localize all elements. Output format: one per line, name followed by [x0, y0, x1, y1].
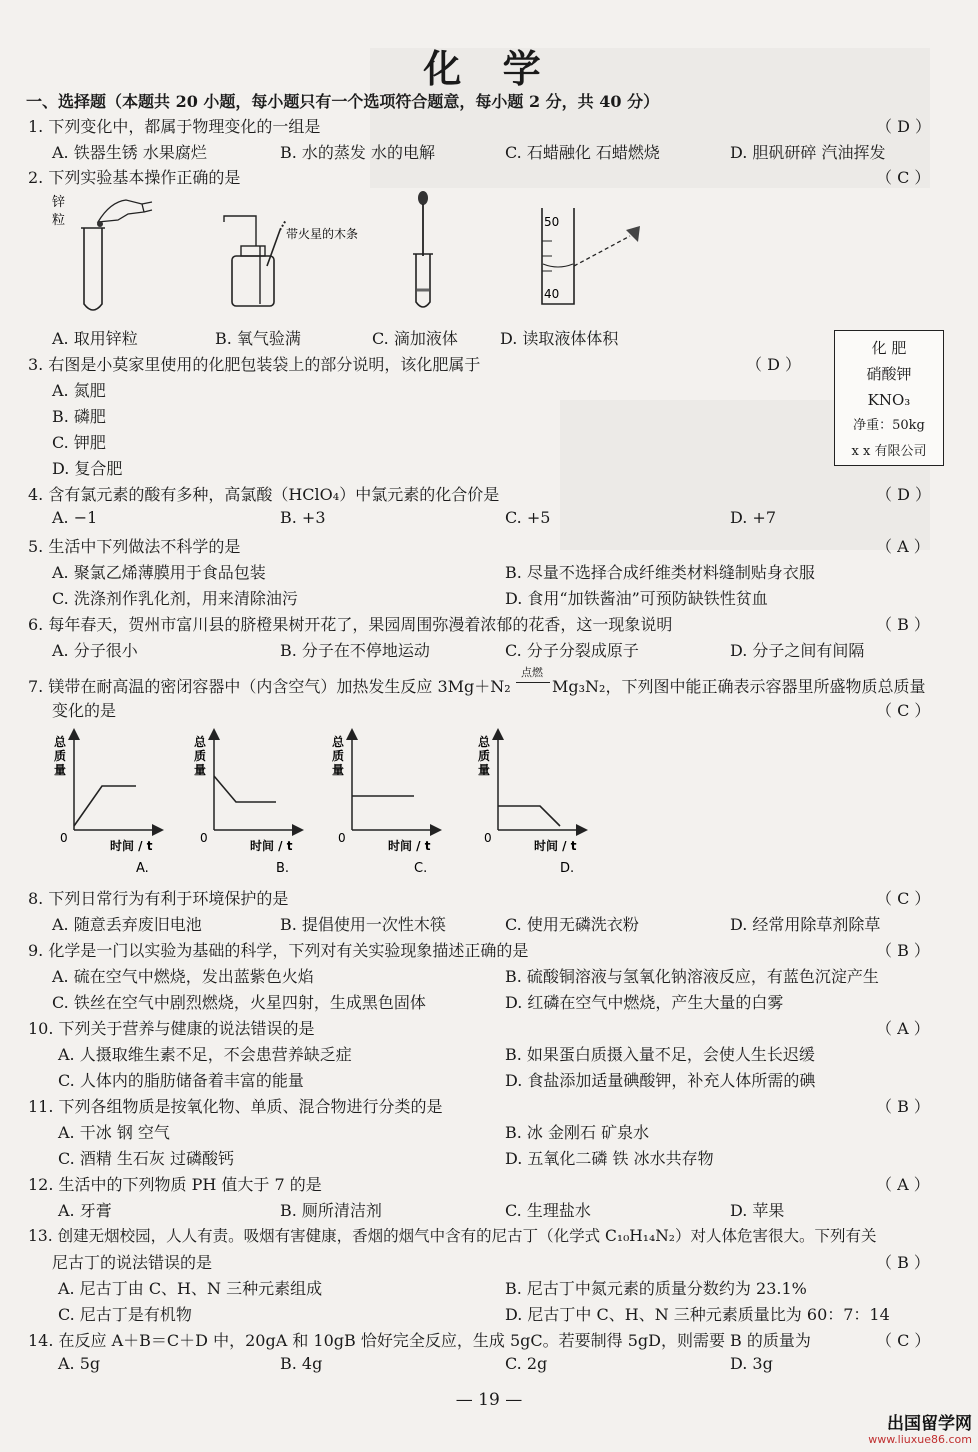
q1-option-a: A. 铁器生锈 水果腐烂 — [52, 143, 207, 162]
y-axis-label-char: 量 — [332, 763, 345, 777]
mass-curve — [214, 776, 276, 802]
question-7-part-3: 变化的是 — [52, 701, 117, 720]
zinc-label-2: 粒 — [52, 213, 66, 228]
question-3: 3. 右图是小莫家里使用的化肥包装袋上的部分说明，该化肥属于 — [28, 355, 481, 374]
q8-option-d: D. 经常用除草剂除草 — [730, 915, 881, 934]
x-axis-label: 时间 / t — [250, 839, 293, 853]
x-axis-label: 时间 / t — [110, 839, 153, 853]
q12-option-b: B. 厕所清洁剂 — [280, 1201, 382, 1220]
q11-option-d: D. 五氧化二磷 铁 冰水共存物 — [505, 1149, 714, 1168]
answer-14: （ C ） — [876, 1331, 931, 1350]
y-axis-label-char: 总 — [332, 735, 345, 749]
reaction-arrow-line — [516, 682, 550, 683]
q3-option-c: C. 钾肥 — [52, 433, 106, 452]
question-1: 1. 下列变化中，都属于物理变化的一组是 — [28, 117, 321, 136]
dropper-diagram — [413, 191, 433, 307]
answer-12: （ A ） — [876, 1175, 930, 1194]
q5-option-d: D. 食用“加铁酱油”可预防缺铁性贫血 — [505, 589, 768, 608]
origin-label: 0 — [60, 831, 68, 845]
fertilizer-line-1: 化 肥 — [871, 339, 907, 357]
q3-option-a: A. 氮肥 — [52, 381, 106, 400]
y-axis-label-char: 总 — [194, 735, 207, 749]
q13-option-b: B. 尼古丁中氮元素的质量分数约为 23.1% — [505, 1279, 807, 1298]
origin-label: 0 — [338, 831, 346, 845]
watermark-url: www.liuxue86.com — [868, 1433, 972, 1446]
q11-option-c: C. 酒精 生石灰 过磷酸钙 — [58, 1149, 235, 1168]
cylinder-diagram — [542, 208, 640, 304]
origin-label: 0 — [484, 831, 492, 845]
y-axis-label-char: 总 — [54, 735, 67, 749]
answer-5: （ A ） — [876, 537, 930, 556]
answer-3: （ D ） — [746, 355, 802, 374]
q1-option-c: C. 石蜡融化 石蜡燃烧 — [505, 143, 660, 162]
answer-1: （ D ） — [876, 117, 932, 136]
watermark-title: 出国留学网 — [887, 1414, 972, 1434]
y-axis-label-char: 量 — [54, 763, 67, 777]
watermark — [868, 1416, 972, 1448]
q9-option-d: D. 红磷在空气中燃烧，产生大量的白雾 — [505, 993, 784, 1012]
answer-6: （ B ） — [876, 615, 930, 634]
q10-option-b: B. 如果蛋白质摄入量不足，会使人生长迟缓 — [505, 1045, 815, 1064]
page-number: — 19 — — [455, 1390, 523, 1410]
mass-curve — [498, 806, 560, 826]
zinc-test-tube-diagram — [52, 194, 152, 310]
reaction-condition: 点燃 — [521, 666, 543, 679]
q2-option-b: B. 氧气验满 — [215, 329, 301, 348]
y-axis-label-char: 质 — [194, 749, 207, 763]
origin-label: 0 — [200, 831, 208, 845]
question-2: 2. 下列实验基本操作正确的是 — [28, 168, 241, 187]
answer-7: （ C ） — [876, 701, 931, 720]
question-7-part-1: 7. 镁带在耐高温的密闭容器中（内含空气）加热发生反应 3Mg＋N₂ — [28, 677, 511, 696]
q9-option-b: B. 硫酸铜溶液与氢氧化钠溶液反应，有蓝色沉淀产生 — [505, 967, 879, 986]
fertilizer-label-box — [834, 330, 944, 466]
q12-option-d: D. 苹果 — [730, 1201, 785, 1220]
answer-10: （ A ） — [876, 1019, 930, 1038]
y-axis-label-char: 质 — [478, 749, 491, 763]
q2-option-c: C. 滴加液体 — [372, 329, 458, 348]
q4-option-d: D. +7 — [730, 508, 777, 527]
question-9: 9. 化学是一门以实验为基础的科学，下列对有关实验现象描述正确的是 — [28, 941, 529, 960]
q1-option-b: B. 水的蒸发 水的电解 — [280, 143, 436, 162]
q14-option-c: C. 2g — [505, 1354, 548, 1373]
q6-option-a: A. 分子很小 — [52, 641, 138, 660]
q11-option-a: A. 干冰 钢 空气 — [58, 1123, 170, 1142]
q4-option-a: A. −1 — [52, 508, 98, 527]
lab-apparatus-figure — [48, 186, 648, 320]
fertilizer-line-5: x x 有限公司 — [851, 444, 927, 459]
question-5: 5. 生活中下列做法不科学的是 — [28, 537, 241, 556]
q4-option-c: C. +5 — [505, 508, 551, 527]
mass-time-graphs — [40, 726, 640, 876]
graph-d — [478, 734, 582, 876]
y-axis-label-char: 量 — [478, 763, 491, 777]
q6-option-d: D. 分子之间有间隔 — [730, 641, 865, 660]
fertilizer-line-2: 硝酸钾 — [866, 365, 912, 383]
q13-option-d: D. 尼古丁中 C、H、N 三种元素质量比为 60：7：14 — [505, 1305, 890, 1324]
q8-option-b: B. 提倡使用一次性木筷 — [280, 915, 446, 934]
q4-option-b: B. +3 — [280, 508, 326, 527]
graph-option-label: A. — [136, 861, 149, 876]
q9-option-c: C. 铁丝在空气中剧烈燃烧，火星四射，生成黑色固体 — [52, 993, 426, 1012]
x-axis-label: 时间 / t — [388, 839, 431, 853]
answer-4: （ D ） — [876, 485, 932, 504]
graph-a — [54, 734, 158, 876]
q3-option-d: D. 复合肥 — [52, 459, 123, 478]
graph-b — [194, 734, 298, 876]
q6-option-b: B. 分子在不停地运动 — [280, 641, 430, 660]
answer-13: （ B ） — [876, 1253, 930, 1272]
question-4: 4. 含有氯元素的酸有多种，高氯酸（HClO₄）中氯元素的化合价是 — [28, 485, 500, 504]
zinc-label-1: 锌 — [52, 195, 66, 210]
graph-c — [332, 734, 436, 876]
y-axis-label-char: 质 — [332, 749, 345, 763]
question-12: 12. 生活中的下列物质 PH 值大于 7 的是 — [28, 1175, 322, 1194]
q10-option-a: A. 人摄取维生素不足，不会患营养缺乏症 — [58, 1045, 352, 1064]
q5-option-a: A. 聚氯乙烯薄膜用于食品包装 — [52, 563, 266, 582]
q14-option-d: D. 3g — [730, 1354, 773, 1373]
answer-11: （ B ） — [876, 1097, 930, 1116]
q10-option-c: C. 人体内的脂肪储备着丰富的能量 — [58, 1071, 304, 1090]
answer-8: （ C ） — [876, 889, 931, 908]
q10-option-d: D. 食盐添加适量碘酸钾，补充人体所需的碘 — [505, 1071, 816, 1090]
mass-curve — [74, 786, 136, 826]
q5-option-b: B. 尽量不选择合成纤维类材料缝制贴身衣服 — [505, 563, 815, 582]
q2-option-a: A. 取用锌粒 — [52, 329, 138, 348]
question-8: 8. 下列日常行为有利于环境保护的是 — [28, 889, 289, 908]
question-6: 6. 每年春天，贺州市富川县的脐橙果树开花了，果园周围弥漫着浓郁的花香，这一现象说明 — [28, 615, 673, 634]
y-axis-label-char: 质 — [54, 749, 67, 763]
q11-option-b: B. 冰 金刚石 矿泉水 — [505, 1123, 650, 1142]
oxygen-test-diagram — [224, 216, 358, 306]
q13-option-c: C. 尼古丁是有机物 — [58, 1305, 192, 1324]
answer-9: （ B ） — [876, 941, 930, 960]
graph-option-label: C. — [414, 861, 428, 876]
q1-option-d: D. 胆矾研碎 汽油挥发 — [730, 143, 886, 162]
fertilizer-line-3: KNO₃ — [867, 391, 911, 409]
q8-option-c: C. 使用无磷洗衣粉 — [505, 915, 639, 934]
q6-option-c: C. 分子分裂成原子 — [505, 641, 639, 660]
q13-option-a: A. 尼古丁由 C、H、N 三种元素组成 — [58, 1279, 323, 1298]
fertilizer-line-4: 净重：50kg — [853, 418, 925, 433]
q2-option-d: D. 读取液体体积 — [500, 329, 619, 348]
wood-splint-label: 带火星的木条 — [286, 227, 359, 241]
question-13-part-2: 尼古丁的说法错误的是 — [52, 1253, 213, 1272]
y-axis-label-char: 量 — [194, 763, 207, 777]
page-title: 化 学 — [423, 46, 555, 91]
q3-option-b: B. 磷肥 — [52, 407, 106, 426]
graph-option-label: B. — [276, 861, 290, 876]
q8-option-a: A. 随意丢弃废旧电池 — [52, 915, 202, 934]
question-11: 11. 下列各组物质是按氧化物、单质、混合物进行分类的是 — [28, 1097, 443, 1116]
q5-option-c: C. 洗涤剂作乳化剂，用来清除油污 — [52, 589, 298, 608]
x-axis-label: 时间 / t — [534, 839, 577, 853]
cylinder-bottom-mark: 40 — [544, 287, 560, 301]
y-axis-label-char: 总 — [478, 735, 491, 749]
q12-option-c: C. 生理盐水 — [505, 1201, 591, 1220]
q14-option-a: A. 5g — [58, 1354, 101, 1373]
question-13-part-1: 13. 创建无烟校园，人人有责。吸烟有害健康，香烟的烟气中含有的尼古丁（化学式 C₁₀H₁₄N₂）对人体危害很大。下列有关 — [28, 1227, 877, 1245]
question-7-part-2: Mg₃N₂，下列图中能正确表示容器里所盛物质总质量 — [552, 677, 926, 696]
cylinder-top-mark: 50 — [544, 215, 560, 229]
question-14: 14. 在反应 A＋B＝C＋D 中，20gA 和 10gB 恰好完全反应，生成 5gC。若要制得 5gD，则需要 B 的质量为 — [28, 1331, 811, 1350]
q14-option-b: B. 4g — [280, 1354, 323, 1373]
q9-option-a: A. 硫在空气中燃烧，发出蓝紫色火焰 — [52, 967, 314, 986]
question-10: 10. 下列关于营养与健康的说法错误的是 — [28, 1019, 315, 1038]
answer-2: （ C ） — [876, 168, 931, 187]
section-heading: 一、选择题（本题共 20 小题，每小题只有一个选项符合题意，每小题 2 分，共 40 分） — [26, 92, 660, 111]
q12-option-a: A. 牙膏 — [58, 1201, 112, 1220]
graph-option-label: D. — [560, 861, 575, 876]
